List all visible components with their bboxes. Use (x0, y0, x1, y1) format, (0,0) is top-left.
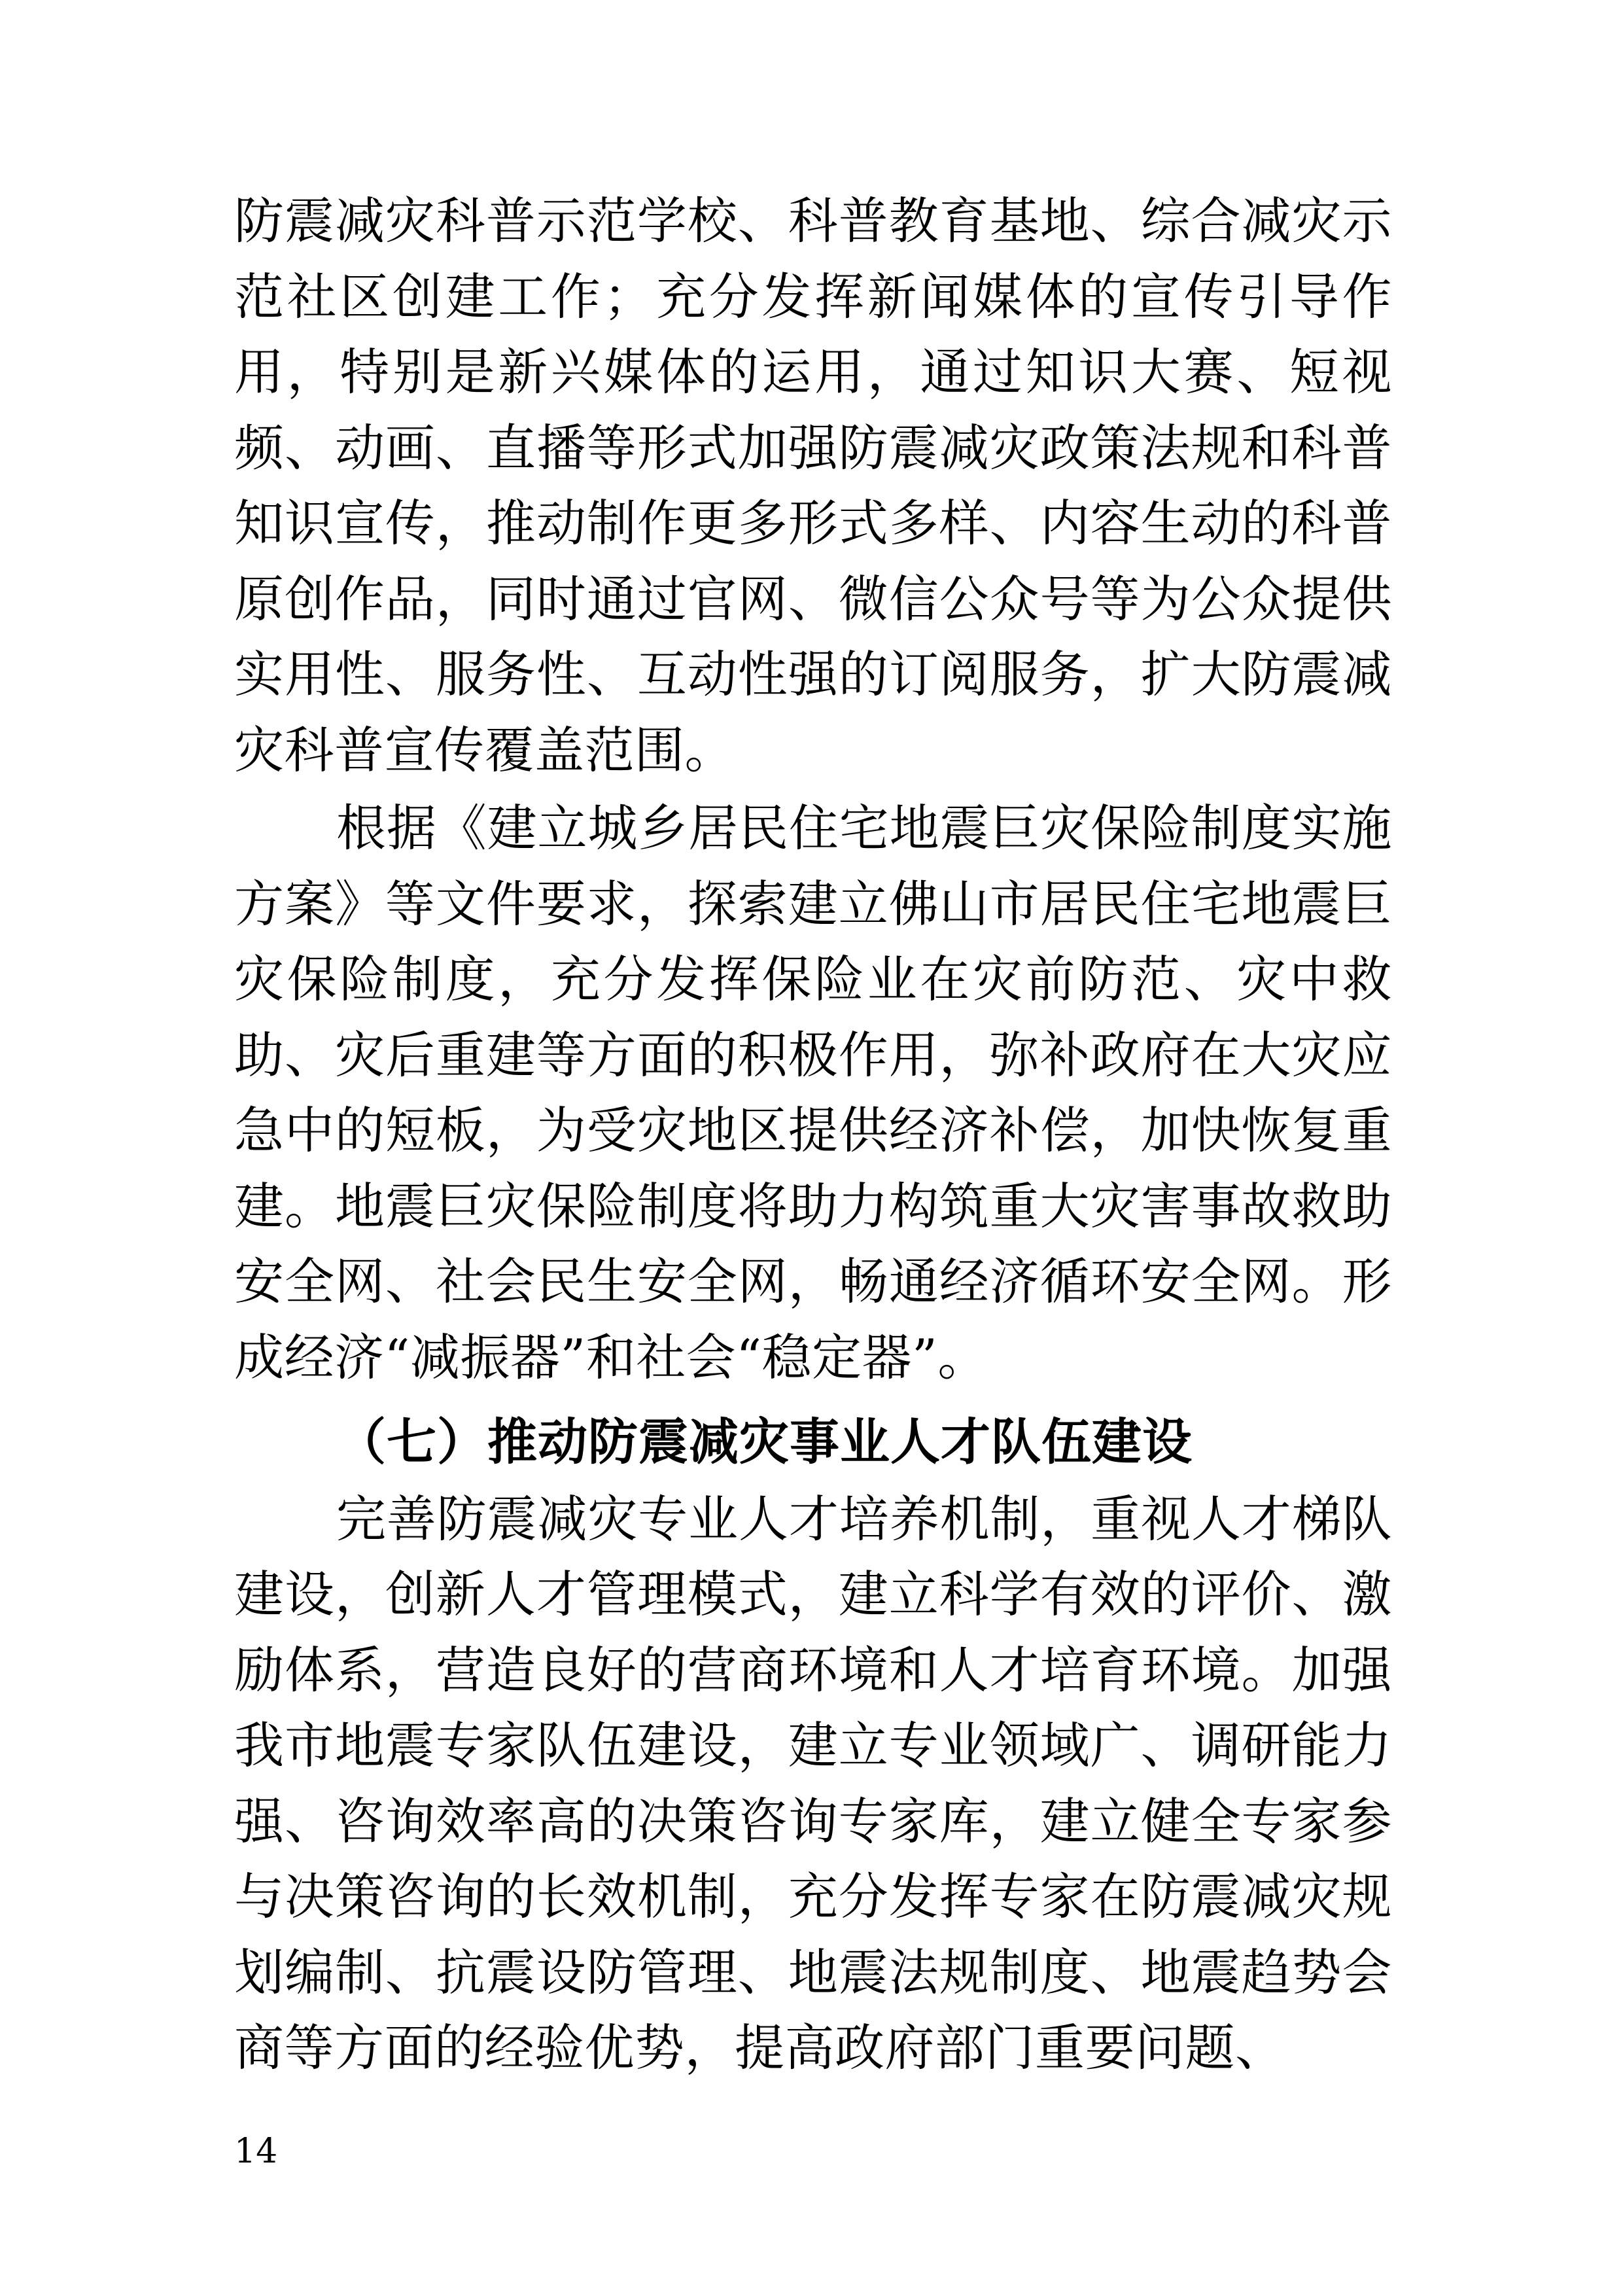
page-number: 14 (234, 2132, 278, 2171)
paragraph-earthquake-insurance: 根据《建立城乡居民住宅地震巨灾保险制度实施方案》等文件要求，探索建立佛山市居民住宅地震巨灾保险制度，充分发挥保险业在灾前防范、灾中救助、灾后重建等方面的积极作用，弥补政府在大灾应急中的短板，为受灾地区提供经济补偿，加快恢复重建。地震巨灾保险制度将助力构筑重大灾害事故救助安全网、社会民生安全网，畅通经济循环安全网。形成经济“减振器”和社会“稳定器”。 (234, 799, 1392, 1386)
page-body (234, 183, 1392, 2089)
paragraph-science-popularization: 防震减灾科普示范学校、科普教育基地、综合减灾示范社区创建工作；充分发挥新闻媒体的宣传引导作用，特别是新兴媒体的运用，通过知识大赛、短视频、动画、直播等形式加强防震减灾政策法规和科普知识宣传，推动制作更多形式多样、内容生动的科普原创作品，同时通过官网、微信公众号等为公众提供实用性、服务性、互动性强的订阅服务，扩大防震减灾科普宣传覆盖范围。 (234, 192, 1392, 779)
paragraph-talent-cultivation: 完善防震减灾专业人才培养机制，重视人才梯队建设，创新人才管理模式，建立科学有效的评价、激励体系，营造良好的营商环境和人才培育环境。加强我市地震专家队伍建设，建立专业领域广、调研能力强、咨询效率高的决策咨询专家库，建立健全专家参与决策咨询的长效机制，充分发挥专家在防震减灾规划编制、抗震设防管理、地震法规制度、地震趋势会商等方面的经验优势，提高政府部门重要问题、 (234, 1489, 1392, 2077)
section-heading-talent-team: （七）推动防震减灾事业人才队伍建设 (336, 1413, 1193, 1472)
